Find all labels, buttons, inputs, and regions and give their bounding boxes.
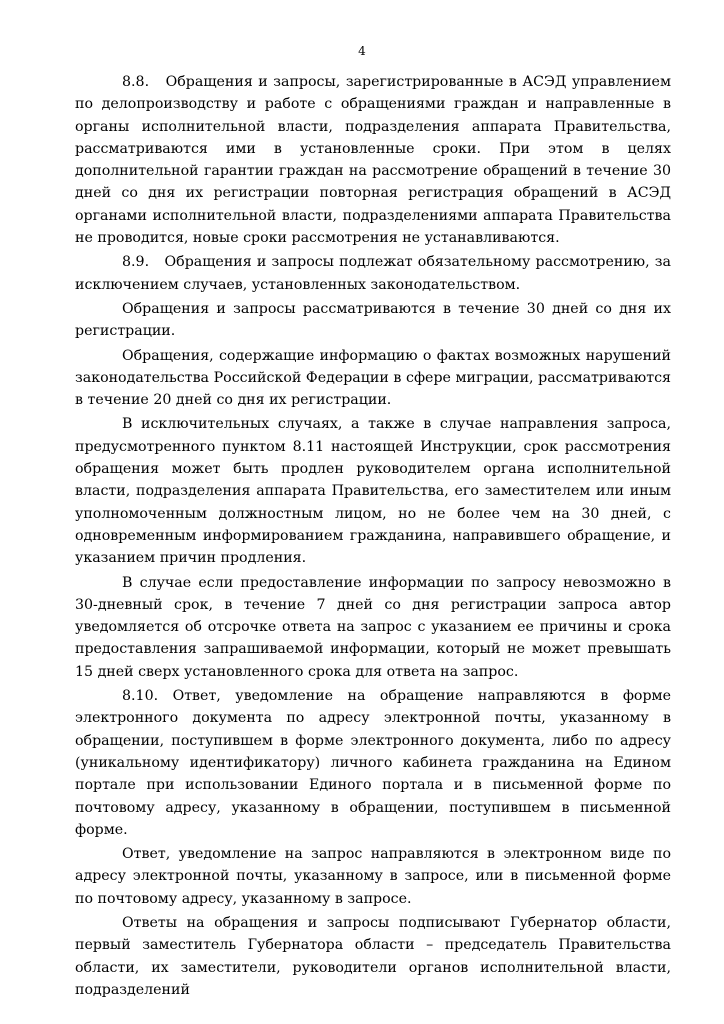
document-body <box>75 71 671 1001</box>
paragraph-signatories: Ответы на обращения и запросы подписывают Губернатор области, первый заместитель Губернатора области – председатель Правительства области, их заместители, руководители органов исполнительной власти, подразделений <box>75 914 671 998</box>
paragraph-30-day-term: Обращения и запросы рассматриваются в течение 30 дней со дня их регистрации. <box>75 300 671 340</box>
paragraph-migration-term: Обращения, содержащие информацию о фактах возможных нарушений законодательства Российской Федерации в сфере миграции, рассматриваются в течение 20 дней со дня их регистрации. <box>75 347 671 409</box>
paragraph-8-8: 8.8. Обращения и запросы, зарегистрированные в АСЭД управлением по делопроизводству и работе с обращениями граждан и направленные в органы исполнительной власти, подразделения аппарата Правительства, рассматриваются ими в установленные сроки. При этом в целях дополнительной гарантии граждан на рассмотрение обращений в течение 30 дней со дня их регистрации повторная регистрация обращений в АСЭД органами исполнительной власти, подразделениями аппарата Правительства не проводится, новые сроки рассмотрения не устанавливаются. <box>75 74 671 247</box>
paragraph-request-reply: Ответ, уведомление на запрос направляются в электронном виде по адресу электронной почты, указанному в запросе, или в письменной форме по почтовому адресу, указанному в запросе. <box>75 846 671 907</box>
paragraph-8-9: 8.9. Обращения и запросы подлежат обязательному рассмотрению, за исключением случаев, установленных законодательством. <box>75 254 671 293</box>
page-number: 4 <box>358 44 366 58</box>
paragraph-8-10: 8.10. Ответ, уведомление на обращение направляются в форме электронного документа по адресу электронной почты, указанному в обращении, поступившем в форме электронного документа, либо по адресу (уникальному идентификатору) личного кабинета гражданина на Едином портале при использовании Единого портала и в письменной форме по почтовому адресу, указанному в обращении, поступившем в письменной форме. <box>75 688 671 838</box>
paragraph-extension: В исключительных случаях, а также в случае направления запроса, предусмотренного пунктом 8.11 настоящей Инструкции, срок рассмотрения обращения может быть продлен руководителем органа исполнительной власти, подразделения аппарата Правительства, его заместителем или иным уполномоченным должностным лицом, но не более чем на 30 дней, с одновременным информированием гражданина, направившего обращение, и указанием причин продления. <box>75 416 671 567</box>
paragraph-request-delay: В случае если предоставление информации по запросу невозможно в 30-дневный срок, в течение 7 дней со дня регистрации запроса автор уведомляется об отсрочке ответа на запрос с указанием ее причины и срока предоставления запрашиваемой информации, который не может превышать 15 дней сверх установленного срока для ответа на запрос. <box>75 574 671 680</box>
